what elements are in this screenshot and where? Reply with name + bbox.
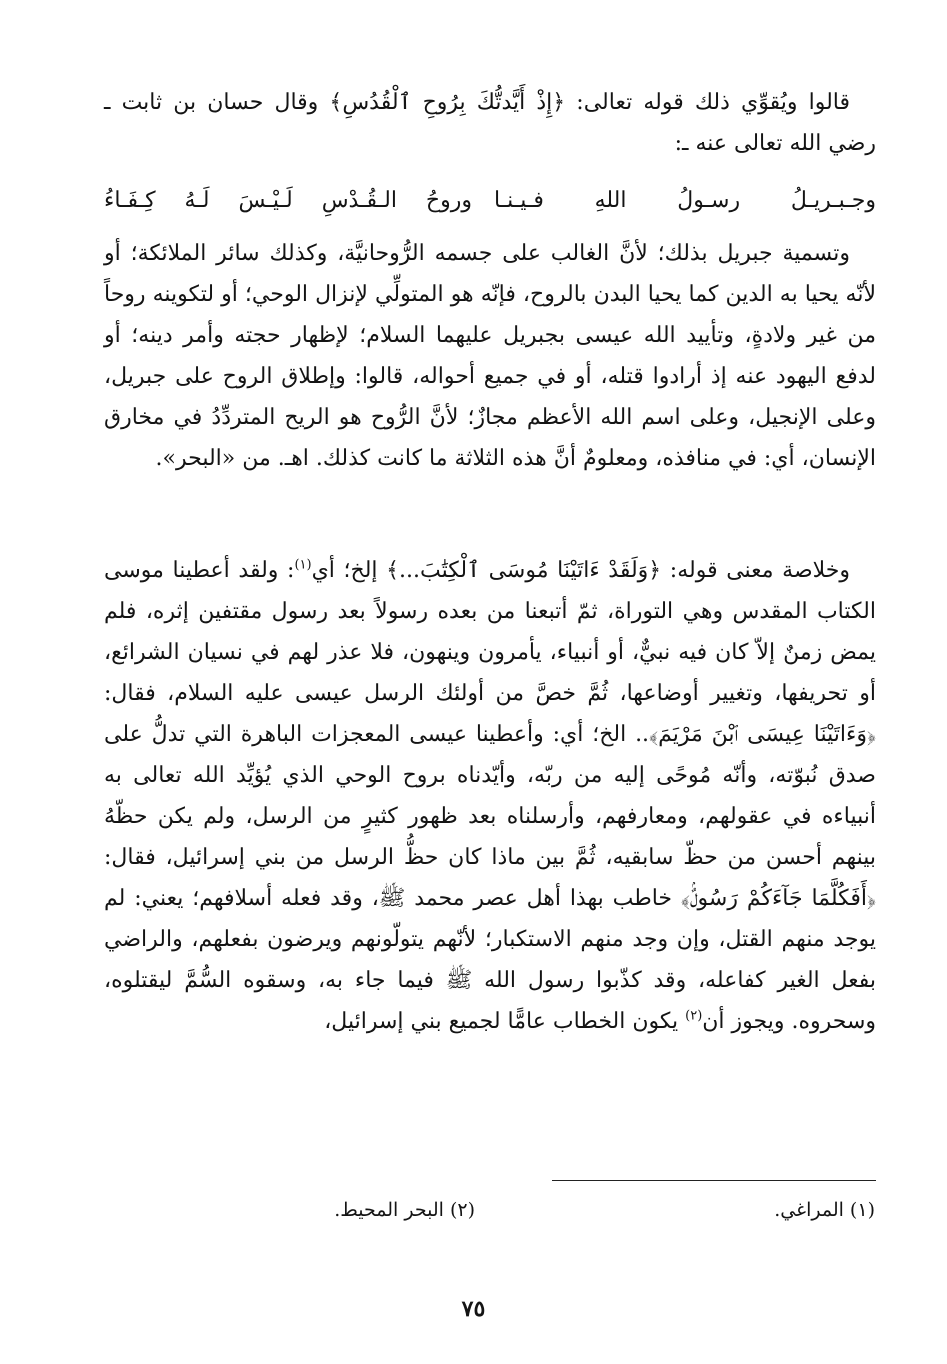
paragraph-1	[104, 82, 876, 164]
paragraph-3	[104, 550, 876, 1042]
footnote-1: (١) المراغي.	[774, 1199, 875, 1221]
footnote-ref-2: (٢)	[685, 1008, 703, 1024]
footnote-2: (٢) البحر المحيط.	[334, 1199, 475, 1221]
paragraph-2	[104, 233, 876, 479]
paragraph-3-tail: يكون الخطاب عامًّا لجميع بني إسرائيل،	[324, 1009, 686, 1034]
paragraph-3-start: وخلاصة معنى قوله: ﴿وَلَقَدْ ءَاتَيْنَا مُوسَى ٱلْكِتَٰبَ...﴾ إلخ؛ أي	[311, 558, 850, 583]
paragraph-3-body: : ولقد أعطينا موسى الكتاب المقدس وهي التوراة، ثمّ أتبعنا من بعده رسولاً بعد رسول مقتفين إثره، فلم يمض زمنٌ إلاّ كان فيه نبيٌّ، أو أنبياء، يأمرون وينهون، فلا عذر لهم في نسيان الشرائع، أو تحريفها، وتغيير أوضاعها، ثُمَّ خصَّ من أولئك الرسل عيسى عليه السلام، فقال: ﴿وَءَاتَيْنَا عِيسَى ٱبْنَ مَرْيَمَ﴾.. الخ؛ أي: وأعطينا عيسى المعجزات الباهرة التي تدلُّ على صدق نُبوّته، وأنّه مُوحًى إليه من ربّه، وأيّدناه بروح الوحي الذي يُؤيِّد الله تعالى به أنبياءه في عقولهم، ومعارفهم، وأرسلناه بعد ظهور كثيرٍ من الرسل، ولم يكن حظّهُ بينهم أحسن من حظّ سابقيه، ثُمَّ بين ماذا كان حظُّ الرسل من بني إسرائيل، فقال: ﴿أَفَكُلَّمَا جَآءَكُمْ رَسُولٌۢ﴾ خاطب بهذا أهل عصر محمد ﷺ، وقد فعله أسلافهم؛ يعني: لم يوجد منهم القتل، وإن وجد منهم الاستكبار؛ لأنّهم يتولّونهم ويرضون بفعلهم، والراضي بفعل الغير كفاعله، وقد كذّبوا رسول الله ﷺ فيما جاء به، وسقوه السُّمَّ ليقتلوه، وسحروه. ويجوز أن	[104, 558, 876, 1034]
page-number: ٧٥	[461, 1296, 486, 1322]
paragraph-1-text: قالوا ويُقوِّي ذلك قوله تعالى: ﴿إِذْ أَيَّدتُّكَ بِرُوحِ ٱلْقُدُسِ﴾ وقال حسان بن ثابت ـ رضي الله تعالى عنه ـ:	[104, 90, 876, 156]
verse-first-hemistich: وجـبـريـلُ رسـولُ اللهِ فـيـنـا	[494, 188, 876, 213]
poetry-verse	[104, 180, 876, 221]
footnote-separator	[552, 1180, 876, 1181]
verse-second-hemistich: وروحُ الـقُـدْسِ لَـيْـسَ لَـهُ كِـفَـاءُ	[104, 188, 472, 213]
paragraph-2-text: وتسمية جبريل بذلك؛ لأنَّ الغالب على جسمه الرُّوحانيَّة، وكذلك سائر الملائكة؛ أو لأنّه يحيا به الدين كما يحيا البدن بالروح، فإنّه هو المتولِّي لإنزال الوحي؛ أو لتكوينه روحاً من غير ولادةٍ، وتأييد الله عيسى بجبريل عليهما السلام؛ لإظهار حجته وأمر دينه؛ أو لدفع اليهود عنه إذ أرادوا قتله، أو في جميع أحواله، قالوا: وإطلاق الروح على جبريل، وعلى الإنجيل، وعلى اسم الله الأعظم مجازٌ؛ لأنَّ الرُّوح هو الريح المتردِّدُ في مخارق الإنسان، أي: في منافذه، ومعلومٌ أنَّ هذه الثلاثة ما كانت كذلك. اهـ. من «البحر».	[104, 241, 876, 471]
footnote-ref-1: (١)	[294, 557, 312, 573]
